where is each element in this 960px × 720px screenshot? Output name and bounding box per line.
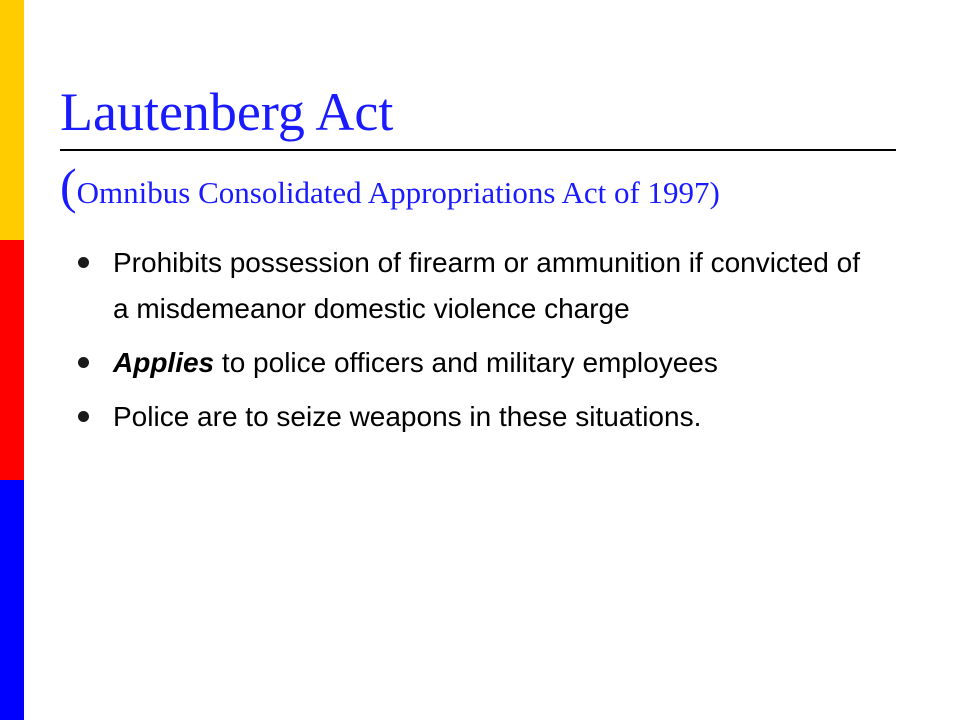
bullet-list	[78, 240, 878, 448]
bullet-text: Prohibits possession of firearm or ammunition if convicted of a misdemeanor domestic violence charge	[113, 247, 860, 324]
slide-subtitle	[60, 158, 720, 227]
side-bar-yellow	[0, 0, 24, 240]
bullet-item	[78, 394, 878, 440]
slide-title: Lautenberg Act	[60, 82, 394, 142]
subtitle-open-paren: (	[60, 158, 77, 214]
bullet-dot-icon	[78, 357, 89, 368]
bullet-dot-icon	[78, 411, 89, 422]
bullet-item	[78, 340, 878, 386]
subtitle-text: Omnibus Consolidated Appropriations Act of 1997	[76, 175, 710, 210]
bullet-emphasis: Applies	[113, 347, 215, 378]
bullet-text: Police are to seize weapons in these situations.	[113, 401, 702, 432]
bullet-item	[78, 240, 878, 332]
bullet-text: to police officers and military employees	[214, 347, 718, 378]
title-divider	[60, 149, 896, 151]
bullet-dot-icon	[78, 257, 89, 268]
side-bar-blue	[0, 480, 24, 720]
subtitle-close-paren: )	[709, 175, 720, 210]
side-bar-red	[0, 240, 24, 480]
